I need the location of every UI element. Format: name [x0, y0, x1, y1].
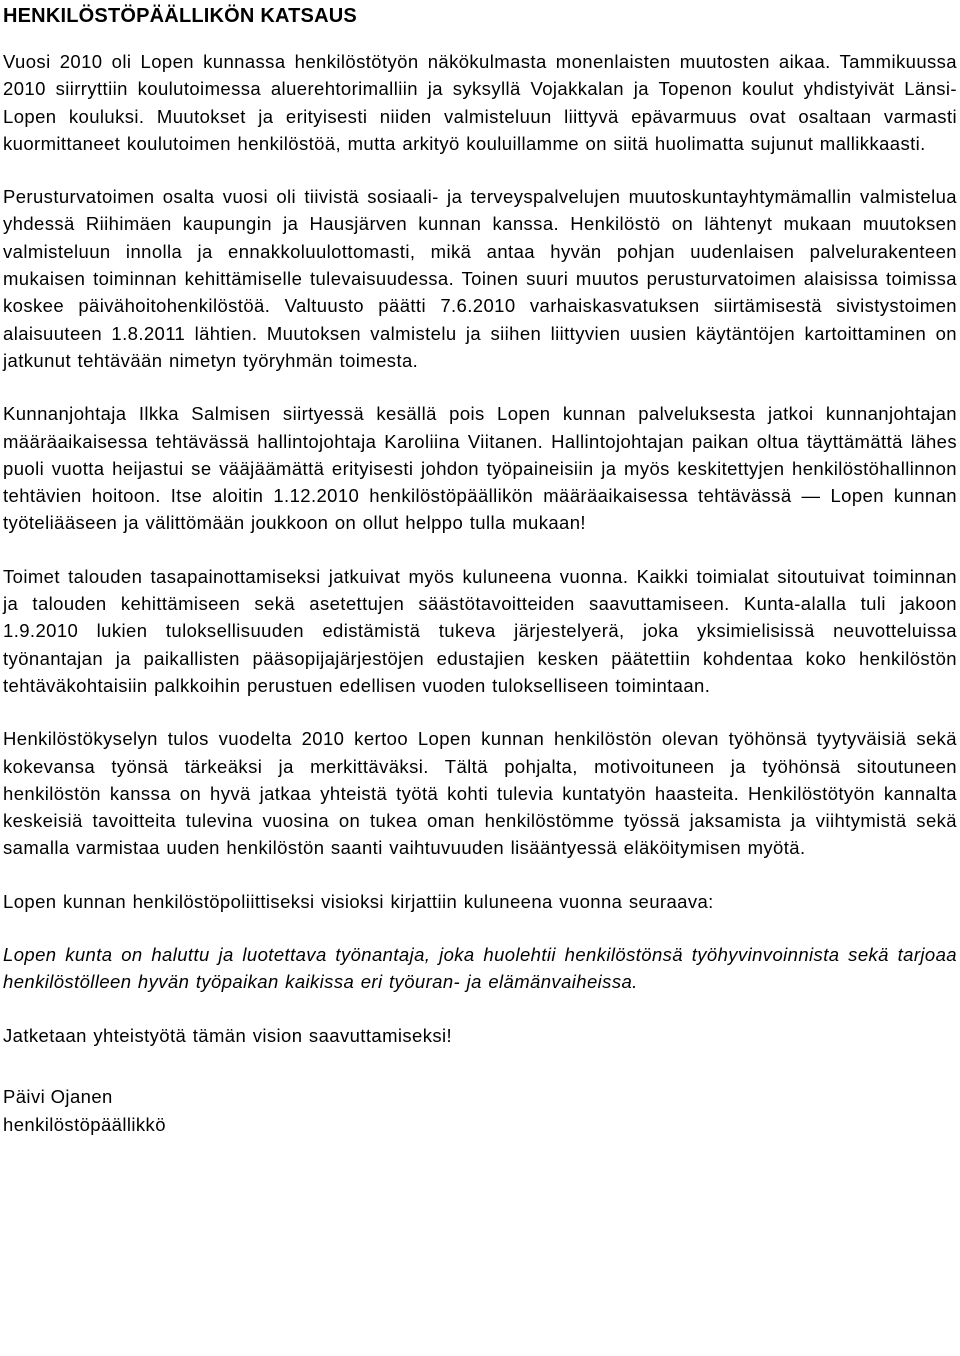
closing-statement: Jatketaan yhteistyötä tämän vision saavuttamiseksi!: [3, 1024, 453, 1046]
signature-role: henkilöstöpäällikkö: [3, 1113, 166, 1135]
paragraph-management-changes: Kunnanjohtaja Ilkka Salmisen siirtyessä kesällä pois Lopen kunnan palveluksesta jatkoi kunnanjohtajan määräaikaisessa tehtävässä hallintojohtaja Karoliina Viitanen. Hallintojohtajan paikan oltua täyttämättä lähes puoli vuotta heijastui se vääjäämättä erityisesti johdon työpaineisiin ja myös keskitettyjen henkilöstöhallinnon tehtävien hoitoon. Itse aloitin 1.12.2010 henkilöstöpäällikön määräaikaisessa tehtävässä — Lopen kunnan työteliääseen ja välittömään joukkoon on ollut helppo tulla mukaan!: [3, 403, 957, 534]
signature-block: [3, 1083, 957, 1139]
paragraph-staff-survey: Henkilöstökyselyn tulos vuodelta 2010 kertoo Lopen kunnan henkilöstön olevan työhönsä tyytyväisiä sekä kokevansa työnsä tärkeäksi ja merkittäväksi. Tältä pohjalta, motivoituneen ja työhönsä sitoutuneen henkilöstön kanssa on hyvä jatkaa yhteistä työtä kohti tulevia kuntatyön haasteita. Henkilöstötyön kannalta keskeisiä tavoitteita tulevina vuosina on tukea oman henkilöstömme työssä jaksamista ja viihtymistä sekä samalla varmistaa uuden henkilöstön saanti vaihtuvuuden lisääntyessä eläköitymisen myötä.: [3, 728, 957, 859]
document-page: [3, 4, 957, 1139]
signature-name: Päivi Ojanen: [3, 1085, 113, 1107]
paragraph-social-services: Perusturvatoimen osalta vuosi oli tiivistä sosiaali- ja terveyspalvelujen muutoskuntayhtymämallin valmistelua yhdessä Riihimäen kaupungin ja Hausjärven kunnan kanssa. Henkilöstö on lähtenyt mukaan muutoksen valmisteluun innolla ja ennakkoluulottomasti, mikä antaa hyvän pohjan uudenlaisen palvelurakenteen mukaisen toiminnan kehittämiselle tulevaisuudessa. Toinen suuri muutos perusturvatoimen alaisissa toimissa koskee päivähoitohenkilöstöä. Valtuusto päätti 7.6.2010 varhaiskasvatuksen siirtämisestä sivistystoimen alaisuuteen 1.8.2011 lähtien. Muutoksen valmistelu ja siihen liittyvien uusien käytäntöjen kartoittaminen on jatkunut tehtävään nimetyn työryhmän toimesta.: [3, 186, 957, 371]
vision-quote: Lopen kunta on haluttu ja luotettava työnantaja, joka huolehtii henkilöstönsä työhyvinvoinnista sekä tarjoaa henkilöstölleen hyvän työpaikan kaikissa eri työuran- ja elämänvaiheissa.: [3, 944, 957, 993]
paragraph-school-changes: Vuosi 2010 oli Lopen kunnassa henkilöstötyön näkökulmasta monenlaisten muutosten aikaa. Tammikuussa 2010 siirryttiin koulutoimessa aluerehtorimalliin ja syksyllä Vojakkalan ja Topenon koulut yhdistyivät Länsi-Lopen kouluksi. Muutokset ja erityisesti niiden valmisteluun liittyvä epävarmuus ovat osaltaan varmasti kuormittaneet koulutoimen henkilöstöä, mutta arkityö kouluillamme on siitä huolimatta sujunut mallikkaasti.: [3, 51, 957, 154]
document-title: HENKILÖSTÖPÄÄLLIKÖN KATSAUS: [3, 5, 357, 27]
paragraph-economy: Toimet talouden tasapainottamiseksi jatkuivat myös kuluneena vuonna. Kaikki toimialat sitoutuivat toiminnan ja talouden kehittämiseen sekä asetettujen säästötavoitteiden saavuttamiseen. Kunta-alalla tuli jakoon 1.9.2010 lukien tuloksellisuuden edistämistä tukeva järjestelyerä, joka yksimielisissä neuvotteluissa työnantajan ja paikallisten pääsopijajärjestöjen edustajien kesken päätettiin kohdentaa koko henkilöstön tehtäväkohtaisiin palkkoihin perustuen edellisen vuoden tulokselliseen toimintaan.: [3, 565, 957, 696]
paragraph-vision-intro: Lopen kunnan henkilöstöpoliittiseksi visioksi kirjattiin kuluneena vuonna seuraava:: [3, 890, 714, 912]
